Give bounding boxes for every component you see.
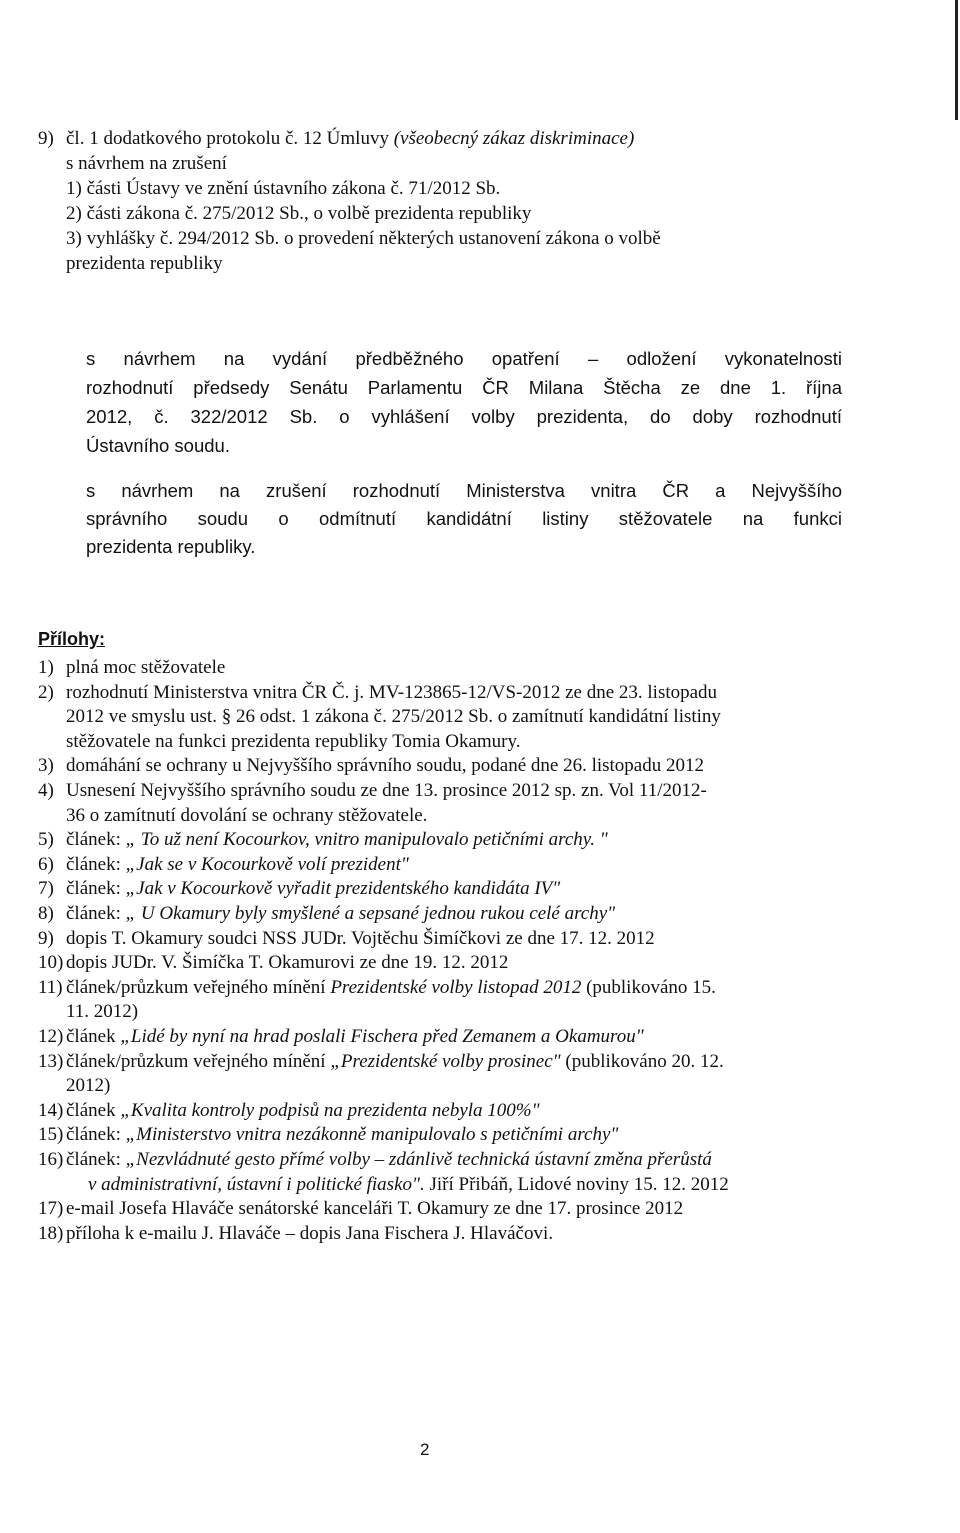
attachment-number: 13) xyxy=(38,1050,64,1072)
attachment-text: článek/průzkum veřejného mínění Prezidentské volby listopad 2012 (publikováno 15. xyxy=(66,976,716,998)
page-number: 2 xyxy=(420,1440,430,1459)
attachment-number: 3) xyxy=(38,755,54,777)
attachment-number: 9) xyxy=(38,927,54,949)
attachment-text: 11. 2012) xyxy=(66,1001,139,1023)
attachment-text: plná moc stěžovatele xyxy=(66,657,226,678)
attachment-text: 2012 ve smyslu ust. § 26 odst. 1 zákona č. 275/2012 Sb. o zamítnutí kandidátní listiny xyxy=(66,706,721,728)
section-line: čl. 1 dodatkového protokolu č. 12 Úmluvy (všeobecný zákaz diskriminace) xyxy=(66,128,635,149)
attachment-text: dopis JUDr. V. Šimíčka T. Okamurovi ze dne 19. 12. 2012 xyxy=(66,952,509,974)
attachment-number: 8) xyxy=(38,903,54,924)
attachment-number: 12) xyxy=(38,1026,64,1047)
proposal-line: s návrhem na zrušení rozhodnutí Ministerstva vnitra ČR a Nejvyššího xyxy=(86,480,842,501)
attachment-number: 6) xyxy=(38,853,54,875)
attachment-text: stěžovatele na funkci prezidenta republiky Tomia Okamury. xyxy=(66,730,521,752)
attachment-text: článek: „Jak v Kocourkově vyřadit prezidentského kandidáta IV" xyxy=(66,878,561,900)
attachment-text: článek: „ To už není Kocourkov, vnitro manipulovalo petičními archy. " xyxy=(66,829,608,851)
proposal-line: 2012, č. 322/2012 Sb. o vyhlášení volby prezidenta, do doby rozhodnutí xyxy=(86,406,842,427)
attachment-text: Usnesení Nejvyššího správního soudu ze dne 13. prosince 2012 sp. zn. Vol 11/2012- xyxy=(66,780,707,801)
attachment-text: článek: „Jak se v Kocourkově volí prezident" xyxy=(66,853,409,875)
attachment-number: 11) xyxy=(38,976,63,998)
attachment-text: rozhodnutí Ministerstva vnitra ČR Č. j. MV-123865-12/VS-2012 ze dne 23. listopadu xyxy=(66,681,718,703)
attachment-number: 2) xyxy=(38,681,54,703)
attachment-number: 7) xyxy=(38,878,54,900)
attachments-heading: Přílohy: xyxy=(38,629,106,649)
attachment-text: domáhání se ochrany u Nejvyššího správního soudu, podané dne 26. listopadu 2012 xyxy=(66,755,704,777)
attachment-text: 36 o zamítnutí dovolání se ochrany stěžovatele. xyxy=(66,804,428,826)
attachment-number: 18) xyxy=(38,1222,64,1244)
attachment-text: článek: „Ministerstvo vnitra nezákonně manipulovalo s petičními archy" xyxy=(66,1124,619,1146)
attachment-number: 10) xyxy=(38,952,64,974)
attachment-number: 14) xyxy=(38,1099,64,1121)
section-number: 9) xyxy=(38,128,54,149)
attachment-number: 15) xyxy=(38,1124,64,1146)
proposal-line: Ústavního soudu. xyxy=(86,435,230,456)
proposal-line: prezidenta republiky. xyxy=(86,536,256,557)
section-line: 2) části zákona č. 275/2012 Sb., o volbě prezidenta republiky xyxy=(66,203,532,224)
scan-edge xyxy=(955,0,958,120)
section-line: s návrhem na zrušení xyxy=(66,153,227,174)
attachment-text: článek/průzkum veřejného mínění „Prezidentské volby prosinec" (publikováno 20. 12. xyxy=(66,1050,724,1072)
attachment-text: 2012) xyxy=(66,1075,111,1097)
attachment-text: dopis T. Okamury soudci NSS JUDr. Vojtěchu Šimíčkovi ze dne 17. 12. 2012 xyxy=(66,927,655,949)
attachment-text: v administrativní, ústavní i politické fiasko". Jiří Přibáň, Lidové noviny 15. 12. 2012 xyxy=(88,1173,729,1195)
attachment-number: 1) xyxy=(38,657,54,678)
attachment-number: 4) xyxy=(38,780,54,801)
proposal-line: s návrhem na vydání předběžného opatření – odložení vykonatelnosti xyxy=(86,348,842,369)
section-line: 3) vyhlášky č. 294/2012 Sb. o provedení některých ustanovení zákona o volbě xyxy=(66,228,661,249)
section-line: 1) části Ústavy ve znění ústavního zákona č. 71/2012 Sb. xyxy=(66,178,501,199)
proposal-line: rozhodnutí předsedy Senátu Parlamentu ČR Milana Štěcha ze dne 1. října xyxy=(86,377,842,398)
attachment-number: 17) xyxy=(38,1198,64,1220)
attachment-text: příloha k e-mailu J. Hlaváče – dopis Jana Fischera J. Hlaváčovi. xyxy=(66,1222,553,1244)
attachment-text: článek „Lidé by nyní na hrad poslali Fischera před Zemanem a Okamurou" xyxy=(66,1026,644,1047)
attachment-number: 16) xyxy=(38,1149,64,1170)
attachment-text: článek: „Nezvládnuté gesto přímé volby – zdánlivě technická ústavní změna přerůstá xyxy=(66,1149,712,1170)
attachment-text: článek „Kvalita kontroly podpisů na prezidenta nebyla 100%" xyxy=(66,1099,540,1121)
attachment-number: 5) xyxy=(38,829,54,851)
attachment-text: článek: „ U Okamury byly smyšlené a sepsané jednou rukou celé archy" xyxy=(66,903,616,924)
proposal-line: správního soudu o odmítnutí kandidátní listiny stěžovatele na funkci xyxy=(86,508,842,529)
section-line: prezidenta republiky xyxy=(66,253,223,274)
attachment-text: e-mail Josefa Hlaváče senátorské kanceláři T. Okamury ze dne 17. prosince 2012 xyxy=(66,1198,684,1220)
